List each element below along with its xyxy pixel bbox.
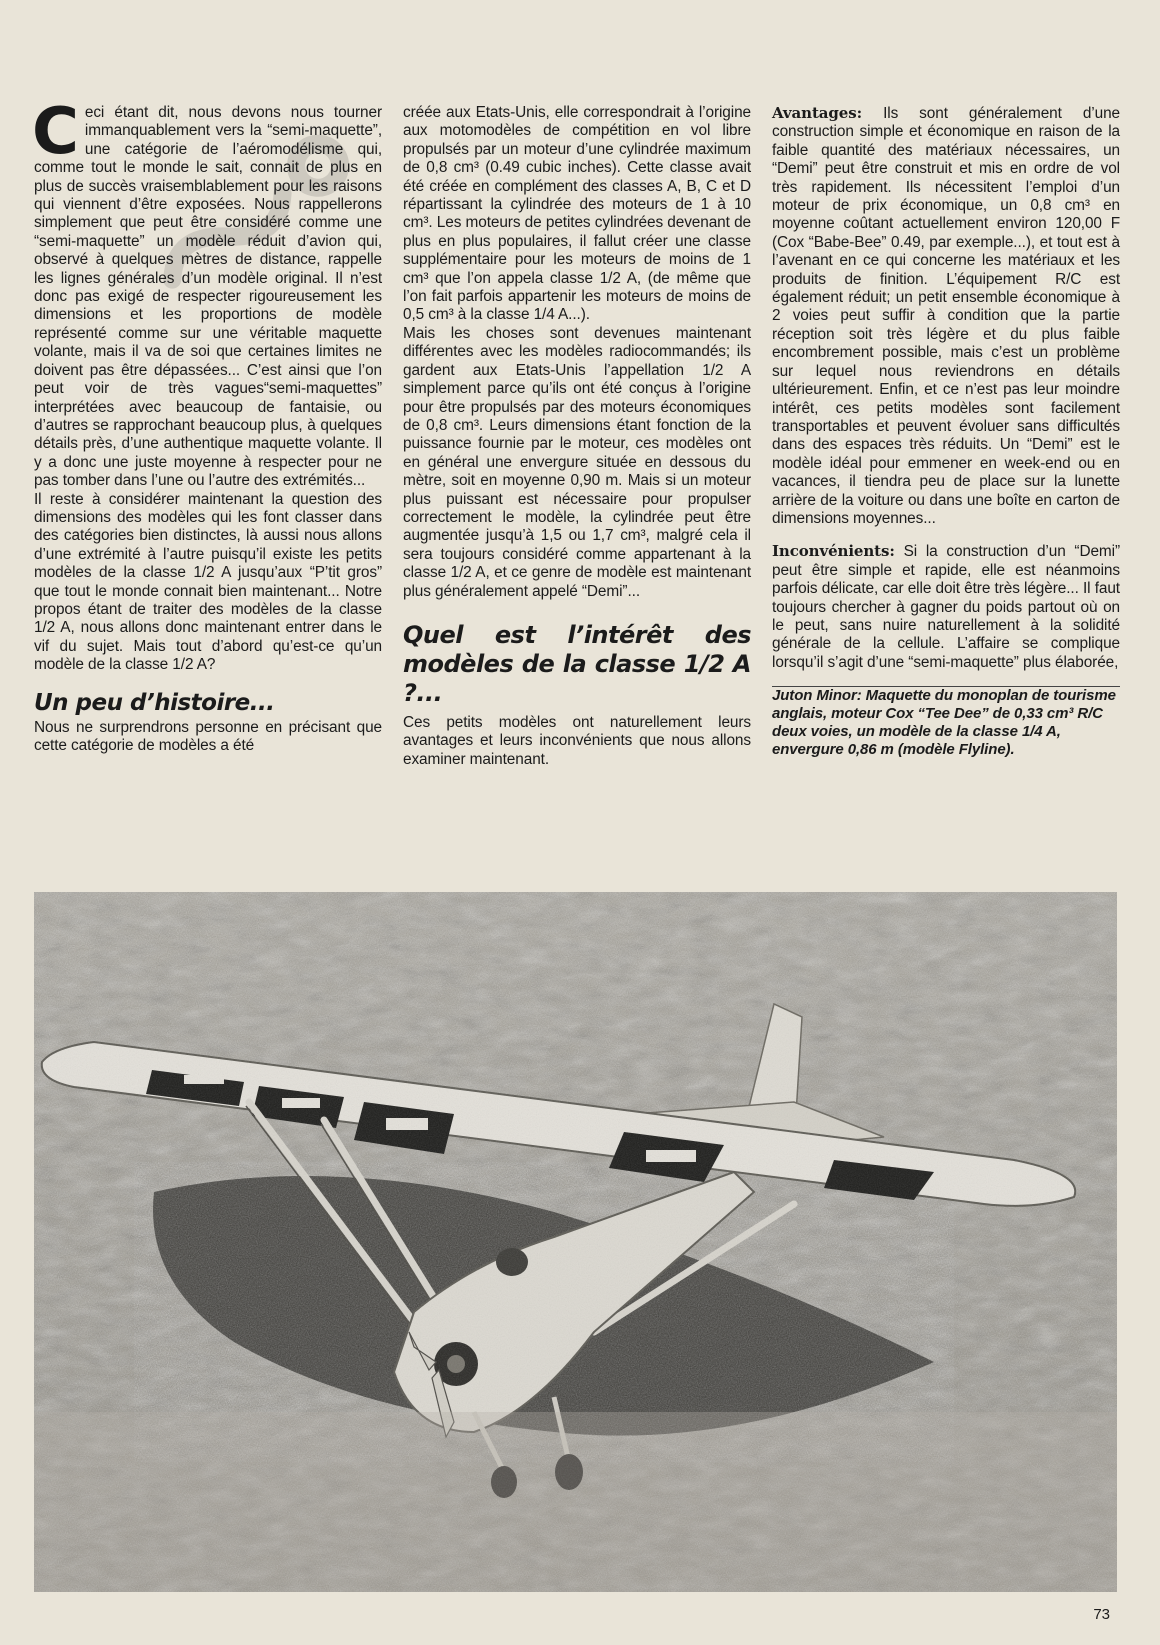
heading-interet: Quel est l’intérêt des modèles de la classe 1/2 A ?... — [403, 620, 751, 707]
airplane-photo-drawing — [34, 892, 1117, 1592]
inconvenients-paragraph — [772, 542, 1120, 672]
inconvenients-lead: Inconvénients: — [772, 542, 895, 561]
dimensions-paragraph: Il reste à considérer maintenant la question des dimensions des modèles qui les font classer dans des catégories bien distinctes, là aussi nous allons d’une extrémité à l’autre puisqu’il existe les petits modèles de la classe 1/2 A jusqu’aux “P’tit gros” que tout le monde connait bien maintenant... Notre propos étant de traiter des modèles de la classe 1/2 A, nous allons donc maintenant entrer dans le vif du sujet. Mais tout d’abord qu’est-ce qu’un modèle de la classe 1/2 A? — [34, 490, 382, 674]
article-column-3 — [772, 104, 1120, 759]
radio-paragraph: Mais les choses sont devenues maintenant différentes avec les modèles radiocommandés; ils gardent aux Etats-Unis l’appellation 1/2 A simplement parce qu’ils ont été conçus à l’origine pour être propulsés par des moteurs économiques de 0,8 cm³. Leurs dimensions étant fonction de la puissance fournie par le moteur, ces modèles ont en général une envergure située en dessous du mètre, soit en moyenne 0,90 m. Mais si un moteur plus puissant est nécessaire pour propulser correctement le modèle, la cylindrée peut être augmentée jusqu’à 1,5 ou 1,7 cm³, malgré cela il sera toujours considéré comme appartenant à la classe 1/2 A, et ce genre de modèle est maintenant plus généralement appelé “Demi”... — [403, 324, 751, 600]
avantages-text: Ils sont généralement d’une construction simple et économique en raison de la faible quantité des matériaux nécessaires, un “Demi” peut être construit et mis en ordre de vol très rapidement. Ils nécessitent l’emploi d’un moteur de prix économique, un 0,8 cm³ en moyenne coûtant actuellement environ 120,00 F (Cox “Babe-Bee” 0.49, par exemple...), et tout est à l’avenant en ce qui concerne les matériaux et les produits de finition. L’équipement R/C est également réduit; un petit ensemble économique à 2 voies peut suffir à condition que la partie réception soit très légère et du plus faible encombrement possible, mais c’est un problème sur lequel nous reviendrons en détails ultérieurement. Enfin, et ce n’est pas leur moindre intérêt, ces petits modèles sont facilement transportables et peuvent évoluer sans difficultés dans des espaces très réduits. Un “Demi” est le modèle idéal pour emmener en week-end ou en vacances, il tiendra peu de place sur la lunette arrière de la voiture ou dans une boîte en carton de dimensions moyennes... — [772, 105, 1120, 527]
histoire-paragraph: Nous ne surprendrons personne en précisant que cette catégorie de modèles a été — [34, 718, 382, 754]
avantages-paragraph — [772, 104, 1120, 528]
inconvenients-text: Si la construction d’un “Demi” peut être simple et rapide, elle est néanmoins parfois délicate, car elle doit être très légère... Il faut toujours chercher à gagner du poids partout où on le peut, sans nuire naturellement à la solidité générale de la cellule. L’affaire se complique lorsqu’il s’agit d’une “semi-maquette” plus élaborée, — [772, 543, 1120, 671]
intro-text: eci étant dit, nous devons nous tourner immanquablement vers la “semi-maquette”, une catégorie de l’aéromodélisme qui, comme tout le monde le sait, connait de plus en plus de succès vraisemblablement pour les raisons qui viennent d’être exposées. Nous rappellerons simplement que peut être considéré comme une “semi-maquette” un modèle réduit d’avion qui, observé à quelques mètres de distance, rappelle les lignes générales d’un modèle original. Il n’est donc pas exigé de respecter rigoureusement les dimensions et les proportions de modèle représenté comme sur une véritable maquette volante, mais il va de soi que certaines limites ne doivent pas être dépassées... C’est ainsi que l’on peut voir de très vagues“semi-maquettes” interprétées avec beaucoup de fantaisie, ou d’autres se rapprochant beaucoup plus, à quelques détails près, d’une authentique maquette volante. Il y a donc une juste moyenne à respecter pour ne pas tomber dans l’une ou l’autre des extrémités... — [34, 104, 382, 490]
article-column-2 — [403, 104, 751, 769]
origin-paragraph: créée aux Etats-Unis, elle correspondrait à l’origine aux motomodèles de compétition en vol libre propulsés par un moteur d’une cylindrée maximum de 0,8 cm³ (0.49 cubic inches). Cette classe avait été créée en complément des classes A, B, C et D répartissant la cylindrée des moteurs de 1 à 10 cm³. Les moteurs de petites cylindrées devenant de plus en plus populaires, il fallut créer une classe supplémentaire pour les moteurs de moins de 1 cm³ que l’on appela classe 1/2 A, (de même que l’on fait parfois appartenir les moteurs de moins de 0,5 cm³ à la classe 1/4 A...). — [403, 104, 751, 324]
page-number: 73 — [1093, 1606, 1110, 1623]
article-column-1 — [32, 95, 382, 755]
drop-cap: C — [32, 95, 79, 169]
intro-paragraph — [32, 95, 382, 491]
avantages-lead: Avantages: — [772, 104, 863, 122]
heading-histoire: Un peu d’histoire... — [34, 689, 275, 716]
interet-paragraph: Ces petits modèles ont naturellement leurs avantages et leurs inconvénients que nous allons examiner maintenant. — [403, 713, 751, 768]
photo-caption: Juton Minor: Maquette du monoplan de tourisme anglais, moteur Cox “Tee Dee” de 0,33 cm³ R/C deux voies, un modèle de la classe 1/4 A, envergure 0,86 m (modèle Flyline). — [772, 687, 1116, 759]
airplane-photo — [34, 892, 1117, 1592]
